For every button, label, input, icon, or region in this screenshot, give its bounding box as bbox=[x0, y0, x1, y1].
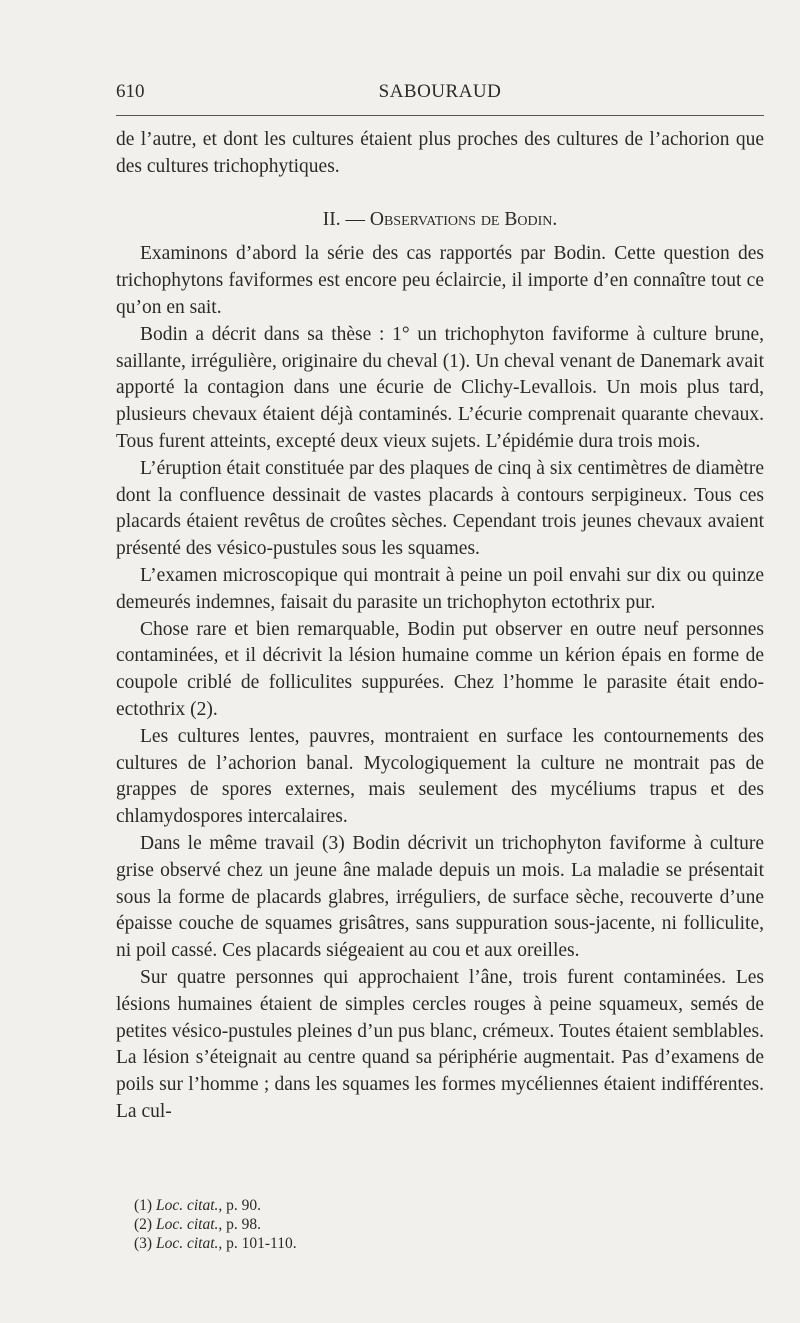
footnote-reference: Loc. citat., bbox=[155, 1216, 223, 1233]
footnotes bbox=[134, 1196, 734, 1253]
header-rule bbox=[116, 115, 764, 116]
footnote-page: p. 90. bbox=[226, 1197, 262, 1214]
footnote bbox=[134, 1196, 734, 1215]
paragraph: L’examen microscopique qui montrait à peine un poil envahi sur dix ou quinze demeurés indemnes, faisait du parasite un trichophyton ectothrix pur. bbox=[116, 564, 764, 613]
footnote-page: p. 98. bbox=[226, 1216, 262, 1233]
paragraph: Chose rare et bien remarquable, Bodin put observer en outre neuf personnes contaminées, et il décrivit la lésion humaine comme un kérion épais en forme de coupole criblé de folliculites suppurées. Chez l’homme le parasite était endo-ectothrix (2). bbox=[116, 618, 764, 720]
footnote-number: (3) bbox=[134, 1235, 153, 1252]
paragraph: Sur quatre personnes qui approchaient l’âne, trois furent contaminées. Les lésions humaines étaient de simples cercles rouges à peine squameux, semés de petites vésico-pustules pleines d’un pus blanc, crémeux. Toutes étaient semblables. La lésion s’éteignait au centre quand sa périphérie augmentait. Pas d’examens de poils sur l’homme ; dans les squames les formes mycéliennes étaient indifférentes. La cul- bbox=[116, 966, 764, 1122]
footnote-number: (1) bbox=[134, 1197, 153, 1214]
footnote-reference: Loc. citat., bbox=[155, 1197, 223, 1214]
footnote bbox=[134, 1215, 734, 1234]
page-number: 610 bbox=[116, 81, 145, 102]
section-heading: II. — Observations de Bodin. bbox=[322, 208, 558, 230]
footnote bbox=[134, 1234, 734, 1253]
paragraph: Les cultures lentes, pauvres, montraient en surface les contournements des cultures de l’achorion banal. Mycologiquement la culture ne montrait pas de grappes de spores externes, mais seulement des mycéliums trapus et des chlamydospores intercalaires. bbox=[116, 725, 764, 828]
body-text bbox=[116, 127, 764, 1126]
running-head: SABOURAUD bbox=[378, 81, 502, 102]
paragraph: Dans le même travail (3) Bodin décrivit un trichophyton faviforme à culture grise observé chez un jeune âne malade depuis un mois. La maladie se présentait sous la forme de placards glabres, irréguliers, de surface sèche, recouverte d’une épaisse couche de squames grisâtres, sans suppuration sous-jacente, ni folliculite, ni poil cassé. Ces placards siégeaient au cou et aux oreilles. bbox=[116, 832, 764, 962]
paragraph: Bodin a décrit dans sa thèse : 1° un trichophyton faviforme à culture brune, saillante, irrégulière, originaire du cheval (1). Un cheval venant de Danemark avait apporté la contagion dans une écurie de Clichy-Levallois. Un mois plus tard, plusieurs chevaux étaient déjà contaminés. L’écurie comprenait quarante chevaux. Tous furent atteints, excepté deux vieux sujets. L’épidémie dura trois mois. bbox=[116, 323, 764, 452]
paragraph: L’éruption était constituée par des plaques de cinq à six centimètres de diamètre dont la confluence dessinait de vastes placards à contours serpigineux. Tous ces placards étaient revêtus de croûtes sèches. Cependant trois jeunes chevaux avaient présenté des vésico-pustules sous les squames. bbox=[116, 457, 764, 560]
footnote-reference: Loc. citat., bbox=[155, 1235, 223, 1252]
paragraph: de l’autre, et dont les cultures étaient plus proches des cultures de l’achorion que des cultures trichophytiques. bbox=[116, 129, 764, 177]
footnote-page: p. 101-110. bbox=[226, 1235, 297, 1252]
page-header bbox=[116, 80, 764, 104]
footnote-number: (2) bbox=[134, 1216, 153, 1233]
paragraph: Examinons d’abord la série des cas rapportés par Bodin. Cette question des trichophytons faviformes est encore peu éclaircie, il importe d’en connaître tout ce qu’on en sait. bbox=[116, 243, 764, 318]
